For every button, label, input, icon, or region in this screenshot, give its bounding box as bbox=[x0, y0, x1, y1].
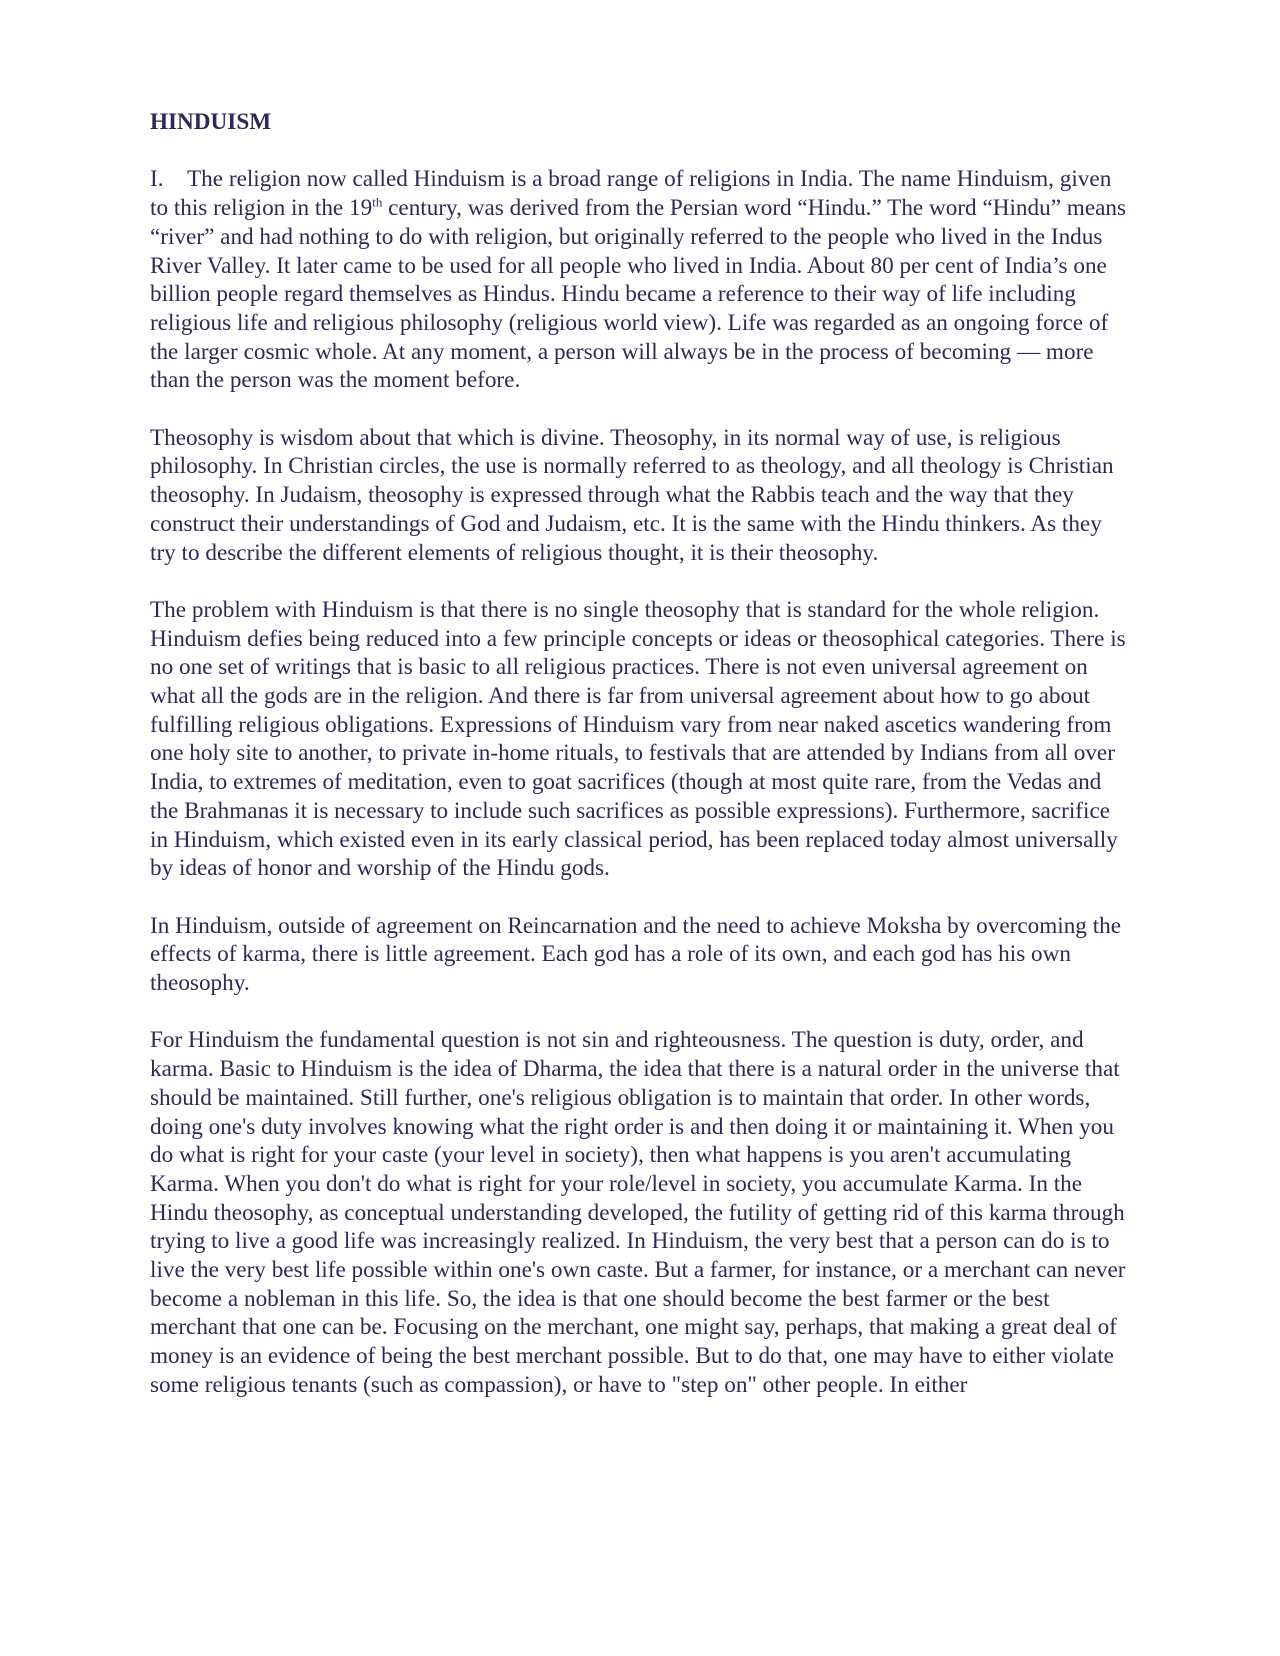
paragraph-5: For Hinduism the fundamental question is not sin and righteousness. The question is duty, order, and karma. Basic to Hinduism is the idea of Dharma, the idea that there is a natural order in the universe that should be maintained. Still further, one's religious obligation is to maintain that order. In other words, doing one's duty involves knowing what the right order is and then doing it or maintaining it. When you do what is right for your caste (your level in society), then what happens is you aren't accumulating Karma. When you don't do what is right for your role/level in society, you accumulate Karma. In the Hindu theosophy, as conceptual understanding developed, the futility of getting rid of this karma through trying to live a good life was increasingly realized. In Hinduism, the very best that a person can do is to live the very best life possible within one's own caste. But a farmer, for instance, or a merchant can never become a nobleman in this life. So, the idea is that one should become the best farmer or the best merchant that one can be. Focusing on the merchant, one might say, perhaps, that making a great deal of money is an evidence of being the best merchant possible. But to do that, one may have to either violate some religious tenants (such as compassion), or have to "step on" other people. In either bbox=[150, 1027, 1126, 1398]
paragraph-1-text-before: The religion now called Hinduism is a broad range of religions in India. The name Hinduism, given to this religion in the 19 bbox=[150, 166, 1112, 222]
paragraph-4: In Hinduism, outside of agreement on Reincarnation and the need to achieve Moksha by overcoming the effects of karma, there is little agreement. Each god has a role of its own, and each god has his own theosophy. bbox=[150, 912, 1122, 997]
document-page bbox=[150, 108, 1130, 1428]
paragraph-1-text-after: century, was derived from the Persian word “Hindu.” The word “Hindu” means “river” and had nothing to do with religion, but originally referred to the people who lived in the Indus River Valley. It later came to be used for all people who lived in India. About 80 per cent of India’s one billion people regard themselves as Hindus. Hindu became a reference to their way of life including religious life and religious philosophy (religious world view). Life was regarded as an ongoing force of the larger cosmic whole. At any moment, a person will always be in the process of becoming — more than the person was the moment before. bbox=[150, 195, 1127, 394]
superscript-th: th bbox=[372, 194, 383, 210]
paragraph-2: Theosophy is wisdom about that which is divine. Theosophy, in its normal way of use, is religious philosophy. In Christian circles, the use is normally referred to as theology, and all theology is Christian theosophy. In Judaism, theosophy is expressed through what the Rabbis teach and the way that they construct their understandings of God and Judaism, etc. It is the same with the Hindu thinkers. As they try to describe the different elements of religious thought, it is their theosophy. bbox=[150, 424, 1114, 566]
paragraph-3: The problem with Hinduism is that there is no single theosophy that is standard for the whole religion. Hinduism defies being reduced into a few principle concepts or ideas or theosophical categories. There is no one set of writings that is basic to all religious practices. There is not even universal agreement on what all the gods are in the religion. And there is far from universal agreement about how to go about fulfilling religious obligations. Expressions of Hinduism vary from near naked ascetics wandering from one holy site to another, to private in-home rituals, to festivals that are attended by Indians from all over India, to extremes of meditation, even to goat sacrifices (though at most quite rare, from the Vedas and the Brahmanas it is necessary to include such sacrifices as possible expressions). Furthermore, sacrifice in Hinduism, which existed even in its early classical period, has been replaced today almost universally by ideas of honor and worship of the Hindu gods. bbox=[150, 596, 1126, 882]
document-title: HINDUISM bbox=[150, 109, 272, 135]
section-number: I. bbox=[150, 166, 164, 193]
paragraph-1 bbox=[150, 165, 1130, 395]
